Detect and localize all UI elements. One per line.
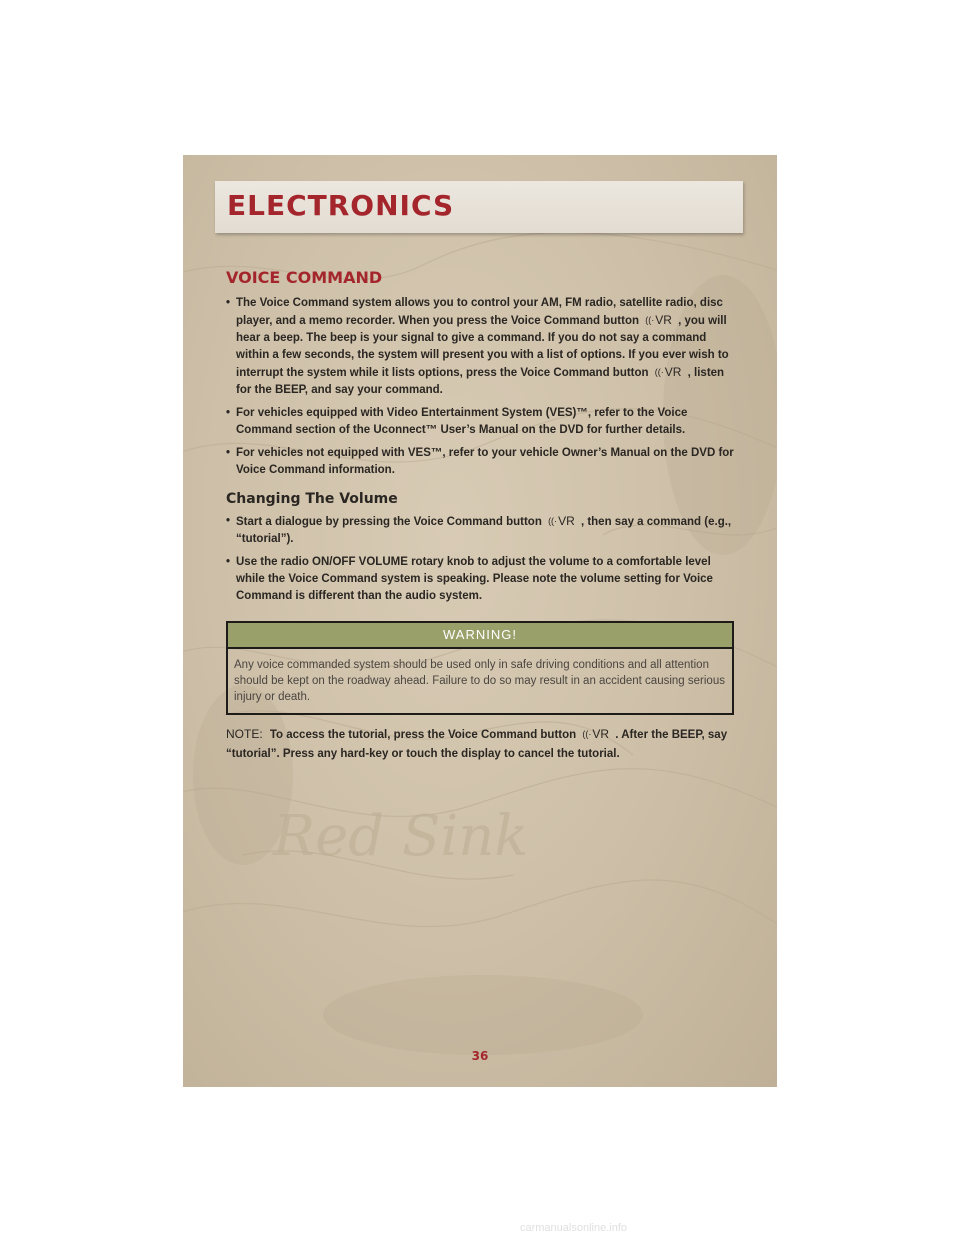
bullet-text: For vehicles not equipped with VES™, refer to your vehicle Owner’s Manual on the DVD for Voice Command information. [236, 447, 734, 476]
list-item [226, 295, 734, 399]
footer-watermark: carmanualsonline.info [520, 1222, 628, 1234]
warning-text: Any voice commanded system should be used only in safe driving conditions and all attention should be kept on the roadway ahead. Failure to do so may result in an accident causing serious injury or death. [234, 659, 725, 703]
vr-button-symbol: ((·VR [654, 365, 682, 379]
vr-button-symbol: ((·VR [582, 727, 610, 741]
section-heading: VOICE COMMAND [226, 268, 383, 287]
list-item [226, 513, 734, 548]
voice-wave-icon: ((· [548, 516, 558, 526]
note-text: . After the BEEP, say “tutorial”. Press any hard-key or touch the display to cancel the tutorial. [226, 729, 728, 760]
bullet-dot: • [226, 407, 231, 419]
bullet-dot: • [226, 297, 231, 309]
section-banner [215, 181, 743, 233]
manual-page [183, 155, 777, 1087]
bullet-text: , then say a command (e.g., “tutorial”). [236, 516, 732, 545]
list-item [226, 554, 734, 605]
volume-bullets [226, 513, 734, 605]
page-content [226, 268, 734, 764]
voice-wave-icon: ((· [582, 729, 592, 739]
bullet-text: , listen for the BEEP, and say your command. [236, 367, 725, 396]
list-item [226, 445, 734, 479]
voice-wave-icon: ((· [654, 367, 664, 377]
bullet-dot: • [226, 447, 231, 459]
note-paragraph [226, 725, 734, 764]
note-text: To access the tutorial, press the Voice Command button [269, 729, 577, 741]
bullet-text: For vehicles equipped with Video Entertainment System (VES)™, refer to the Voice Command section of the Uconnect™ User’s Manual on the DVD for further details. [236, 407, 688, 436]
note-label: NOTE: [226, 727, 263, 741]
bullet-text: Use the radio ON/OFF VOLUME rotary knob to adjust the volume to a comfortable level while the Voice Command system is speaking. Please note the volume setting for Voice Command is different than the audio system. [236, 556, 713, 602]
banner-title: ELECTRONICS [227, 189, 455, 222]
vr-button-symbol: ((·VR [548, 514, 575, 528]
bullet-dot: • [226, 515, 231, 527]
bullet-dot: • [226, 556, 231, 568]
watermark-logo: Red Sink [273, 804, 529, 869]
vr-button-symbol: ((·VR [645, 313, 672, 327]
sub-heading: Changing The Volume [226, 491, 398, 507]
list-item [226, 405, 734, 439]
bullet-text: Start a dialogue by pressing the Voice Command button [236, 516, 542, 528]
voice-wave-icon: ((· [645, 315, 655, 325]
page-number: 36 [471, 1049, 489, 1063]
voice-command-bullets [226, 295, 734, 479]
bullet-text: The Voice Command system allows you to control your AM, FM radio, satellite radio, disc player, and a memo recorder. When you press the Voice Command button [236, 297, 723, 327]
warning-title: WARNING! [228, 623, 732, 649]
bullet-text: , you will hear a beep. The beep is your signal to give a command. If you do not say a command within a few seconds, the system will present you with a list of options. If you ever wish to interrupt the system while it lists options, press the Voice Command button [236, 315, 729, 379]
warning-box [226, 621, 734, 715]
